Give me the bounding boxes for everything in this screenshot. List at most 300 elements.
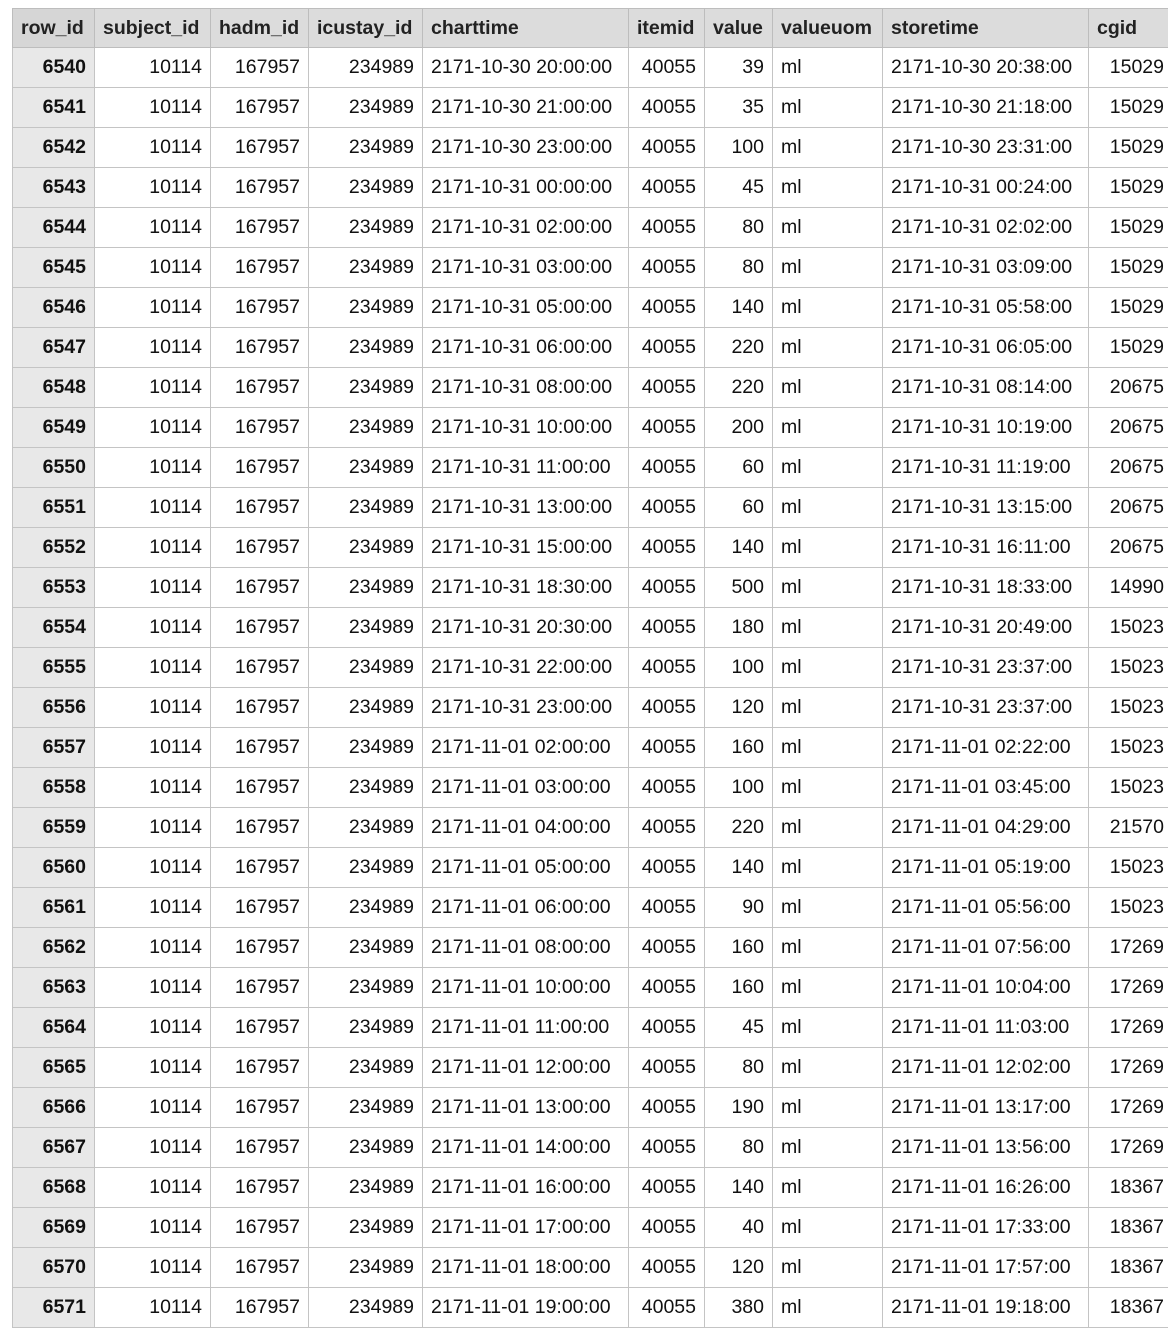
cell-row-id[interactable]: 6552: [13, 528, 95, 568]
cell-icustay-id[interactable]: 234989: [309, 608, 423, 648]
cell-charttime[interactable]: 2171-11-01 16:00:00: [423, 1168, 629, 1208]
cell-icustay-id[interactable]: 234989: [309, 1048, 423, 1088]
cell-hadm-id[interactable]: 167957: [211, 608, 309, 648]
cell-value[interactable]: 160: [705, 968, 773, 1008]
cell-icustay-id[interactable]: 234989: [309, 168, 423, 208]
cell-row-id[interactable]: 6549: [13, 408, 95, 448]
cell-itemid[interactable]: 40055: [629, 208, 705, 248]
cell-valueuom[interactable]: ml: [773, 368, 883, 408]
cell-hadm-id[interactable]: 167957: [211, 728, 309, 768]
cell-cgid[interactable]: 20675: [1089, 408, 1168, 448]
table-row[interactable]: [13, 1048, 1168, 1088]
table-row[interactable]: [13, 168, 1168, 208]
cell-row-id[interactable]: 6540: [13, 48, 95, 88]
cell-charttime[interactable]: 2171-10-31 03:00:00: [423, 248, 629, 288]
cell-row-id[interactable]: 6564: [13, 1008, 95, 1048]
cell-subject-id[interactable]: 10114: [95, 208, 211, 248]
cell-hadm-id[interactable]: 167957: [211, 128, 309, 168]
cell-subject-id[interactable]: 10114: [95, 488, 211, 528]
cell-value[interactable]: 120: [705, 688, 773, 728]
cell-subject-id[interactable]: 10114: [95, 328, 211, 368]
cell-charttime[interactable]: 2171-10-31 15:00:00: [423, 528, 629, 568]
cell-value[interactable]: 45: [705, 1008, 773, 1048]
cell-valueuom[interactable]: ml: [773, 168, 883, 208]
table-row[interactable]: [13, 1128, 1168, 1168]
cell-icustay-id[interactable]: 234989: [309, 648, 423, 688]
cell-valueuom[interactable]: ml: [773, 48, 883, 88]
cell-itemid[interactable]: 40055: [629, 88, 705, 128]
cell-hadm-id[interactable]: 167957: [211, 1288, 309, 1328]
cell-hadm-id[interactable]: 167957: [211, 208, 309, 248]
cell-subject-id[interactable]: 10114: [95, 1248, 211, 1288]
table-row[interactable]: [13, 288, 1168, 328]
cell-hadm-id[interactable]: 167957: [211, 1208, 309, 1248]
cell-valueuom[interactable]: ml: [773, 408, 883, 448]
cell-row-id[interactable]: 6559: [13, 808, 95, 848]
cell-storetime[interactable]: 2171-10-31 08:14:00: [883, 368, 1089, 408]
cell-subject-id[interactable]: 10114: [95, 848, 211, 888]
cell-value[interactable]: 40: [705, 1208, 773, 1248]
cell-charttime[interactable]: 2171-10-30 23:00:00: [423, 128, 629, 168]
cell-valueuom[interactable]: ml: [773, 288, 883, 328]
cell-cgid[interactable]: 18367: [1089, 1208, 1168, 1248]
cell-charttime[interactable]: 2171-10-31 08:00:00: [423, 368, 629, 408]
cell-value[interactable]: 45: [705, 168, 773, 208]
cell-itemid[interactable]: 40055: [629, 888, 705, 928]
cell-itemid[interactable]: 40055: [629, 768, 705, 808]
cell-charttime[interactable]: 2171-10-31 02:00:00: [423, 208, 629, 248]
cell-subject-id[interactable]: 10114: [95, 648, 211, 688]
cell-cgid[interactable]: 15029: [1089, 128, 1168, 168]
cell-storetime[interactable]: 2171-10-31 03:09:00: [883, 248, 1089, 288]
cell-hadm-id[interactable]: 167957: [211, 528, 309, 568]
cell-row-id[interactable]: 6545: [13, 248, 95, 288]
cell-subject-id[interactable]: 10114: [95, 288, 211, 328]
cell-itemid[interactable]: 40055: [629, 288, 705, 328]
cell-cgid[interactable]: 20675: [1089, 448, 1168, 488]
column-header-itemid[interactable]: itemid: [629, 9, 705, 48]
cell-subject-id[interactable]: 10114: [95, 128, 211, 168]
cell-storetime[interactable]: 2171-11-01 03:45:00: [883, 768, 1089, 808]
cell-itemid[interactable]: 40055: [629, 968, 705, 1008]
cell-row-id[interactable]: 6563: [13, 968, 95, 1008]
cell-cgid[interactable]: 15029: [1089, 328, 1168, 368]
cell-value[interactable]: 80: [705, 1128, 773, 1168]
cell-icustay-id[interactable]: 234989: [309, 488, 423, 528]
column-header-row-id[interactable]: row_id: [13, 9, 95, 48]
cell-valueuom[interactable]: ml: [773, 888, 883, 928]
cell-row-id[interactable]: 6551: [13, 488, 95, 528]
cell-valueuom[interactable]: ml: [773, 608, 883, 648]
cell-row-id[interactable]: 6547: [13, 328, 95, 368]
cell-hadm-id[interactable]: 167957: [211, 288, 309, 328]
cell-valueuom[interactable]: ml: [773, 88, 883, 128]
table-row[interactable]: [13, 448, 1168, 488]
cell-charttime[interactable]: 2171-10-31 20:30:00: [423, 608, 629, 648]
cell-storetime[interactable]: 2171-10-31 10:19:00: [883, 408, 1089, 448]
cell-value[interactable]: 220: [705, 328, 773, 368]
cell-row-id[interactable]: 6560: [13, 848, 95, 888]
cell-row-id[interactable]: 6546: [13, 288, 95, 328]
cell-itemid[interactable]: 40055: [629, 448, 705, 488]
cell-itemid[interactable]: 40055: [629, 488, 705, 528]
cell-value[interactable]: 80: [705, 1048, 773, 1088]
cell-cgid[interactable]: 20675: [1089, 488, 1168, 528]
cell-charttime[interactable]: 2171-11-01 17:00:00: [423, 1208, 629, 1248]
table-row[interactable]: [13, 888, 1168, 928]
cell-itemid[interactable]: 40055: [629, 808, 705, 848]
table-row[interactable]: [13, 968, 1168, 1008]
cell-charttime[interactable]: 2171-11-01 11:00:00: [423, 1008, 629, 1048]
cell-charttime[interactable]: 2171-11-01 03:00:00: [423, 768, 629, 808]
cell-valueuom[interactable]: ml: [773, 488, 883, 528]
column-header-storetime[interactable]: storetime: [883, 9, 1089, 48]
cell-storetime[interactable]: 2171-11-01 04:29:00: [883, 808, 1089, 848]
cell-valueuom[interactable]: ml: [773, 688, 883, 728]
cell-cgid[interactable]: 15023: [1089, 688, 1168, 728]
cell-valueuom[interactable]: ml: [773, 808, 883, 848]
cell-storetime[interactable]: 2171-11-01 12:02:00: [883, 1048, 1089, 1088]
cell-charttime[interactable]: 2171-11-01 18:00:00: [423, 1248, 629, 1288]
cell-valueuom[interactable]: ml: [773, 208, 883, 248]
cell-itemid[interactable]: 40055: [629, 48, 705, 88]
table-row[interactable]: [13, 1168, 1168, 1208]
cell-cgid[interactable]: 20675: [1089, 368, 1168, 408]
cell-valueuom[interactable]: ml: [773, 248, 883, 288]
cell-value[interactable]: 100: [705, 648, 773, 688]
cell-hadm-id[interactable]: 167957: [211, 928, 309, 968]
cell-value[interactable]: 39: [705, 48, 773, 88]
cell-valueuom[interactable]: ml: [773, 968, 883, 1008]
cell-row-id[interactable]: 6541: [13, 88, 95, 128]
cell-cgid[interactable]: 15023: [1089, 648, 1168, 688]
cell-value[interactable]: 100: [705, 128, 773, 168]
cell-storetime[interactable]: 2171-10-31 02:02:00: [883, 208, 1089, 248]
cell-row-id[interactable]: 6568: [13, 1168, 95, 1208]
cell-hadm-id[interactable]: 167957: [211, 488, 309, 528]
cell-row-id[interactable]: 6565: [13, 1048, 95, 1088]
cell-storetime[interactable]: 2171-10-30 23:31:00: [883, 128, 1089, 168]
cell-storetime[interactable]: 2171-11-01 05:56:00: [883, 888, 1089, 928]
cell-hadm-id[interactable]: 167957: [211, 848, 309, 888]
cell-icustay-id[interactable]: 234989: [309, 448, 423, 488]
cell-hadm-id[interactable]: 167957: [211, 888, 309, 928]
cell-charttime[interactable]: 2171-11-01 19:00:00: [423, 1288, 629, 1328]
cell-icustay-id[interactable]: 234989: [309, 888, 423, 928]
cell-storetime[interactable]: 2171-10-31 18:33:00: [883, 568, 1089, 608]
cell-valueuom[interactable]: ml: [773, 1048, 883, 1088]
column-header-icustay-id[interactable]: icustay_id: [309, 9, 423, 48]
cell-hadm-id[interactable]: 167957: [211, 1128, 309, 1168]
cell-valueuom[interactable]: ml: [773, 128, 883, 168]
table-row[interactable]: [13, 688, 1168, 728]
cell-row-id[interactable]: 6570: [13, 1248, 95, 1288]
cell-charttime[interactable]: 2171-10-31 05:00:00: [423, 288, 629, 328]
table-row[interactable]: [13, 1288, 1168, 1328]
cell-icustay-id[interactable]: 234989: [309, 48, 423, 88]
cell-icustay-id[interactable]: 234989: [309, 1088, 423, 1128]
cell-row-id[interactable]: 6556: [13, 688, 95, 728]
cell-value[interactable]: 180: [705, 608, 773, 648]
cell-storetime[interactable]: 2171-11-01 13:17:00: [883, 1088, 1089, 1128]
cell-subject-id[interactable]: 10114: [95, 1288, 211, 1328]
cell-subject-id[interactable]: 10114: [95, 768, 211, 808]
cell-icustay-id[interactable]: 234989: [309, 408, 423, 448]
cell-itemid[interactable]: 40055: [629, 928, 705, 968]
results-table-container[interactable]: [12, 8, 1168, 1332]
cell-value[interactable]: 100: [705, 768, 773, 808]
cell-storetime[interactable]: 2171-10-31 23:37:00: [883, 648, 1089, 688]
cell-cgid[interactable]: 17269: [1089, 968, 1168, 1008]
cell-charttime[interactable]: 2171-10-31 10:00:00: [423, 408, 629, 448]
table-row[interactable]: [13, 248, 1168, 288]
table-row[interactable]: [13, 768, 1168, 808]
cell-cgid[interactable]: 15029: [1089, 288, 1168, 328]
cell-row-id[interactable]: 6558: [13, 768, 95, 808]
cell-charttime[interactable]: 2171-10-30 20:00:00: [423, 48, 629, 88]
cell-cgid[interactable]: 18367: [1089, 1248, 1168, 1288]
cell-icustay-id[interactable]: 234989: [309, 1128, 423, 1168]
cell-row-id[interactable]: 6553: [13, 568, 95, 608]
table-row[interactable]: [13, 208, 1168, 248]
cell-valueuom[interactable]: ml: [773, 448, 883, 488]
cell-valueuom[interactable]: ml: [773, 1248, 883, 1288]
cell-itemid[interactable]: 40055: [629, 128, 705, 168]
cell-hadm-id[interactable]: 167957: [211, 1248, 309, 1288]
cell-hadm-id[interactable]: 167957: [211, 408, 309, 448]
cell-icustay-id[interactable]: 234989: [309, 928, 423, 968]
table-row[interactable]: [13, 488, 1168, 528]
cell-storetime[interactable]: 2171-11-01 19:18:00: [883, 1288, 1089, 1328]
column-header-valueuom[interactable]: valueuom: [773, 9, 883, 48]
cell-icustay-id[interactable]: 234989: [309, 208, 423, 248]
cell-itemid[interactable]: 40055: [629, 248, 705, 288]
cell-icustay-id[interactable]: 234989: [309, 248, 423, 288]
cell-itemid[interactable]: 40055: [629, 328, 705, 368]
cell-subject-id[interactable]: 10114: [95, 1128, 211, 1168]
cell-storetime[interactable]: 2171-10-30 21:18:00: [883, 88, 1089, 128]
cell-subject-id[interactable]: 10114: [95, 448, 211, 488]
cell-cgid[interactable]: 15029: [1089, 248, 1168, 288]
cell-value[interactable]: 90: [705, 888, 773, 928]
cell-cgid[interactable]: 17269: [1089, 1128, 1168, 1168]
cell-icustay-id[interactable]: 234989: [309, 568, 423, 608]
cell-subject-id[interactable]: 10114: [95, 368, 211, 408]
table-row[interactable]: [13, 48, 1168, 88]
column-header-subject-id[interactable]: subject_id: [95, 9, 211, 48]
cell-storetime[interactable]: 2171-10-31 20:49:00: [883, 608, 1089, 648]
cell-valueuom[interactable]: ml: [773, 1088, 883, 1128]
cell-storetime[interactable]: 2171-10-31 13:15:00: [883, 488, 1089, 528]
cell-cgid[interactable]: 15023: [1089, 608, 1168, 648]
cell-icustay-id[interactable]: 234989: [309, 808, 423, 848]
cell-value[interactable]: 140: [705, 288, 773, 328]
cell-valueuom[interactable]: ml: [773, 1008, 883, 1048]
cell-value[interactable]: 120: [705, 1248, 773, 1288]
cell-cgid[interactable]: 20675: [1089, 528, 1168, 568]
cell-value[interactable]: 140: [705, 1168, 773, 1208]
cell-row-id[interactable]: 6566: [13, 1088, 95, 1128]
cell-valueuom[interactable]: ml: [773, 1208, 883, 1248]
table-row[interactable]: [13, 1008, 1168, 1048]
cell-subject-id[interactable]: 10114: [95, 688, 211, 728]
cell-hadm-id[interactable]: 167957: [211, 448, 309, 488]
cell-subject-id[interactable]: 10114: [95, 888, 211, 928]
cell-cgid[interactable]: 15023: [1089, 848, 1168, 888]
table-row[interactable]: [13, 928, 1168, 968]
cell-valueuom[interactable]: ml: [773, 1168, 883, 1208]
table-row[interactable]: [13, 128, 1168, 168]
cell-itemid[interactable]: 40055: [629, 608, 705, 648]
cell-hadm-id[interactable]: 167957: [211, 328, 309, 368]
cell-value[interactable]: 80: [705, 208, 773, 248]
cell-itemid[interactable]: 40055: [629, 408, 705, 448]
cell-itemid[interactable]: 40055: [629, 1248, 705, 1288]
cell-charttime[interactable]: 2171-10-31 13:00:00: [423, 488, 629, 528]
cell-subject-id[interactable]: 10114: [95, 808, 211, 848]
cell-subject-id[interactable]: 10114: [95, 168, 211, 208]
cell-subject-id[interactable]: 10114: [95, 1168, 211, 1208]
cell-hadm-id[interactable]: 167957: [211, 968, 309, 1008]
cell-storetime[interactable]: 2171-11-01 02:22:00: [883, 728, 1089, 768]
cell-itemid[interactable]: 40055: [629, 528, 705, 568]
column-header-hadm-id[interactable]: hadm_id: [211, 9, 309, 48]
cell-storetime[interactable]: 2171-10-30 20:38:00: [883, 48, 1089, 88]
cell-value[interactable]: 220: [705, 368, 773, 408]
cell-value[interactable]: 60: [705, 448, 773, 488]
cell-cgid[interactable]: 15029: [1089, 88, 1168, 128]
cell-storetime[interactable]: 2171-10-31 00:24:00: [883, 168, 1089, 208]
cell-hadm-id[interactable]: 167957: [211, 168, 309, 208]
cell-subject-id[interactable]: 10114: [95, 528, 211, 568]
cell-icustay-id[interactable]: 234989: [309, 328, 423, 368]
cell-itemid[interactable]: 40055: [629, 1168, 705, 1208]
table-row[interactable]: [13, 648, 1168, 688]
cell-value[interactable]: 80: [705, 248, 773, 288]
cell-icustay-id[interactable]: 234989: [309, 688, 423, 728]
cell-value[interactable]: 160: [705, 928, 773, 968]
cell-valueuom[interactable]: ml: [773, 328, 883, 368]
cell-charttime[interactable]: 2171-11-01 06:00:00: [423, 888, 629, 928]
cell-storetime[interactable]: 2171-11-01 13:56:00: [883, 1128, 1089, 1168]
cell-hadm-id[interactable]: 167957: [211, 648, 309, 688]
cell-row-id[interactable]: 6548: [13, 368, 95, 408]
cell-icustay-id[interactable]: 234989: [309, 768, 423, 808]
cell-hadm-id[interactable]: 167957: [211, 768, 309, 808]
cell-row-id[interactable]: 6571: [13, 1288, 95, 1328]
cell-row-id[interactable]: 6550: [13, 448, 95, 488]
cell-itemid[interactable]: 40055: [629, 368, 705, 408]
cell-subject-id[interactable]: 10114: [95, 1008, 211, 1048]
cell-row-id[interactable]: 6543: [13, 168, 95, 208]
cell-charttime[interactable]: 2171-10-31 22:00:00: [423, 648, 629, 688]
cell-valueuom[interactable]: ml: [773, 1288, 883, 1328]
cell-subject-id[interactable]: 10114: [95, 88, 211, 128]
table-row[interactable]: [13, 1088, 1168, 1128]
cell-subject-id[interactable]: 10114: [95, 408, 211, 448]
cell-value[interactable]: 160: [705, 728, 773, 768]
cell-subject-id[interactable]: 10114: [95, 968, 211, 1008]
cell-subject-id[interactable]: 10114: [95, 1048, 211, 1088]
table-row[interactable]: [13, 368, 1168, 408]
cell-storetime[interactable]: 2171-11-01 07:56:00: [883, 928, 1089, 968]
cell-icustay-id[interactable]: 234989: [309, 1008, 423, 1048]
cell-row-id[interactable]: 6544: [13, 208, 95, 248]
cell-charttime[interactable]: 2171-11-01 10:00:00: [423, 968, 629, 1008]
cell-cgid[interactable]: 15029: [1089, 48, 1168, 88]
cell-storetime[interactable]: 2171-11-01 17:57:00: [883, 1248, 1089, 1288]
cell-storetime[interactable]: 2171-11-01 10:04:00: [883, 968, 1089, 1008]
cell-value[interactable]: 140: [705, 528, 773, 568]
table-row[interactable]: [13, 728, 1168, 768]
cell-icustay-id[interactable]: 234989: [309, 1248, 423, 1288]
table-row[interactable]: [13, 568, 1168, 608]
cell-storetime[interactable]: 2171-11-01 11:03:00: [883, 1008, 1089, 1048]
cell-charttime[interactable]: 2171-11-01 13:00:00: [423, 1088, 629, 1128]
cell-icustay-id[interactable]: 234989: [309, 728, 423, 768]
cell-valueuom[interactable]: ml: [773, 848, 883, 888]
cell-value[interactable]: 60: [705, 488, 773, 528]
cell-hadm-id[interactable]: 167957: [211, 1008, 309, 1048]
cell-storetime[interactable]: 2171-11-01 05:19:00: [883, 848, 1089, 888]
cell-subject-id[interactable]: 10114: [95, 48, 211, 88]
cell-icustay-id[interactable]: 234989: [309, 1168, 423, 1208]
cell-cgid[interactable]: 15029: [1089, 168, 1168, 208]
cell-hadm-id[interactable]: 167957: [211, 1048, 309, 1088]
cell-itemid[interactable]: 40055: [629, 168, 705, 208]
cell-charttime[interactable]: 2171-10-31 18:30:00: [423, 568, 629, 608]
cell-icustay-id[interactable]: 234989: [309, 1288, 423, 1328]
cell-cgid[interactable]: 14990: [1089, 568, 1168, 608]
cell-subject-id[interactable]: 10114: [95, 1208, 211, 1248]
cell-storetime[interactable]: 2171-10-31 05:58:00: [883, 288, 1089, 328]
column-header-charttime[interactable]: charttime: [423, 9, 629, 48]
cell-subject-id[interactable]: 10114: [95, 608, 211, 648]
cell-hadm-id[interactable]: 167957: [211, 48, 309, 88]
cell-cgid[interactable]: 18367: [1089, 1168, 1168, 1208]
cell-row-id[interactable]: 6542: [13, 128, 95, 168]
column-header-value[interactable]: value: [705, 9, 773, 48]
cell-row-id[interactable]: 6554: [13, 608, 95, 648]
cell-charttime[interactable]: 2171-10-31 00:00:00: [423, 168, 629, 208]
cell-cgid[interactable]: 17269: [1089, 1008, 1168, 1048]
cell-cgid[interactable]: 21570: [1089, 808, 1168, 848]
cell-valueuom[interactable]: ml: [773, 928, 883, 968]
cell-storetime[interactable]: 2171-10-31 06:05:00: [883, 328, 1089, 368]
cell-charttime[interactable]: 2171-11-01 08:00:00: [423, 928, 629, 968]
cell-charttime[interactable]: 2171-11-01 02:00:00: [423, 728, 629, 768]
cell-storetime[interactable]: 2171-11-01 17:33:00: [883, 1208, 1089, 1248]
cell-itemid[interactable]: 40055: [629, 1288, 705, 1328]
cell-itemid[interactable]: 40055: [629, 688, 705, 728]
cell-row-id[interactable]: 6562: [13, 928, 95, 968]
cell-charttime[interactable]: 2171-11-01 14:00:00: [423, 1128, 629, 1168]
cell-subject-id[interactable]: 10114: [95, 928, 211, 968]
cell-hadm-id[interactable]: 167957: [211, 248, 309, 288]
column-header-cgid[interactable]: cgid: [1089, 9, 1168, 48]
cell-cgid[interactable]: 15023: [1089, 888, 1168, 928]
cell-subject-id[interactable]: 10114: [95, 1088, 211, 1128]
cell-valueuom[interactable]: ml: [773, 568, 883, 608]
cell-storetime[interactable]: 2171-11-01 16:26:00: [883, 1168, 1089, 1208]
cell-charttime[interactable]: 2171-11-01 05:00:00: [423, 848, 629, 888]
cell-itemid[interactable]: 40055: [629, 1088, 705, 1128]
cell-value[interactable]: 190: [705, 1088, 773, 1128]
cell-charttime[interactable]: 2171-10-31 23:00:00: [423, 688, 629, 728]
cell-row-id[interactable]: 6555: [13, 648, 95, 688]
cell-itemid[interactable]: 40055: [629, 1208, 705, 1248]
cell-hadm-id[interactable]: 167957: [211, 808, 309, 848]
